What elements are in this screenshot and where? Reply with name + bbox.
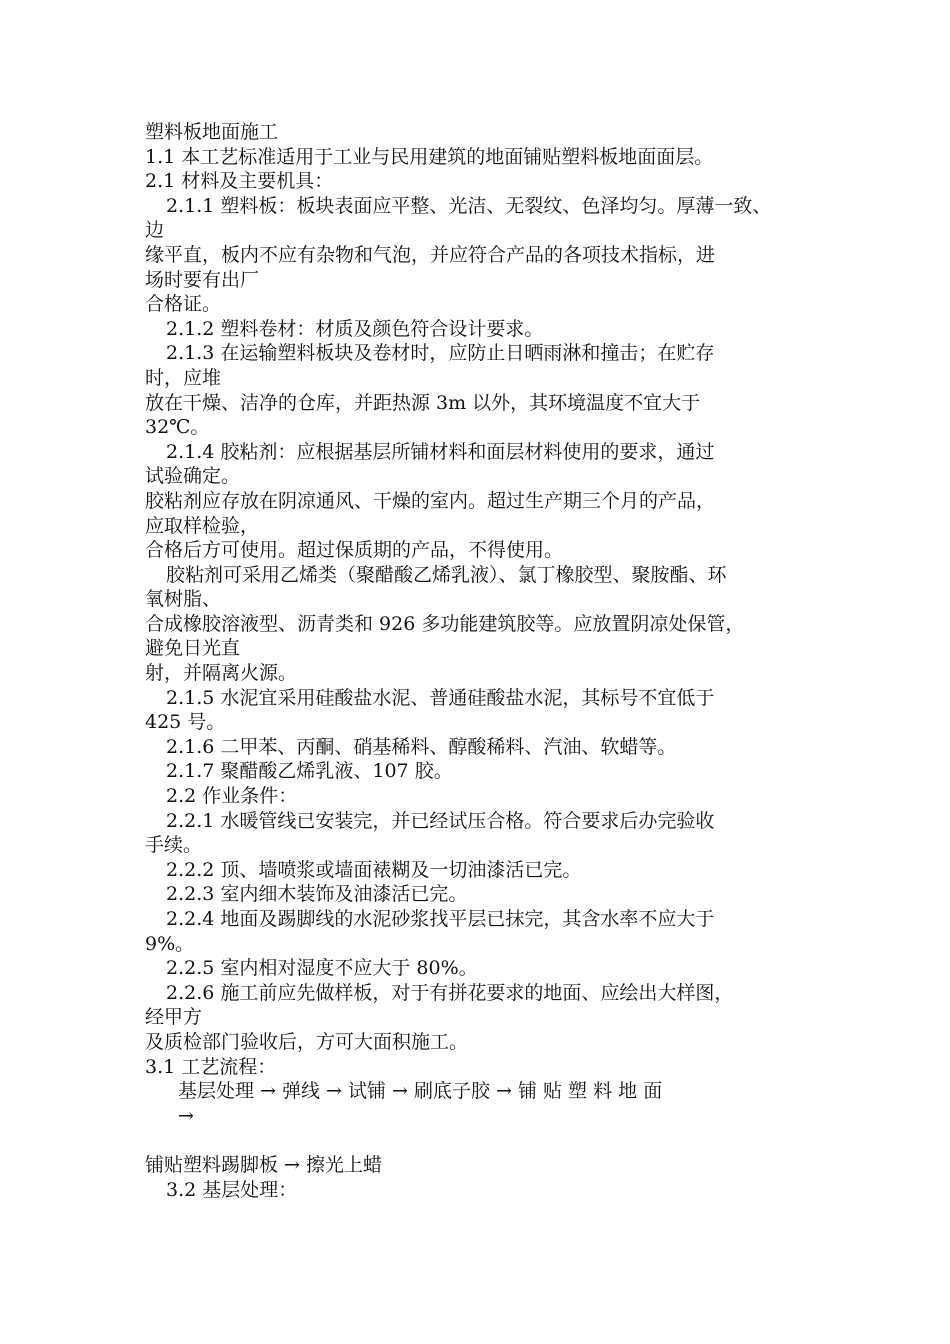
- text-line: 2.2.1 水暖管线已安装完，并已经试压合格。符合要求后办完验收: [166, 809, 715, 832]
- text-line: 2.2.3 室内细木装饰及油漆活已完。: [166, 883, 468, 906]
- text-line: 2.1 材料及主要机具：: [145, 170, 334, 193]
- text-line: 胶粘剂可采用乙烯类（聚醋酸乙烯乳液）、氯丁橡胶型、聚胺酯、环: [166, 563, 727, 586]
- document-page: [145, 120, 835, 1202]
- text-line: 9%。: [145, 932, 195, 955]
- text-line: 及质检部门验收后，方可大面积施工。: [145, 1030, 469, 1053]
- text-line: 氧树脂、: [145, 588, 222, 611]
- text-line: 放在干燥、洁净的仓库，并距热源 3m 以外，其环境温度不宜大于: [145, 391, 701, 414]
- text-line: 应取样检验，: [145, 514, 260, 537]
- process-flow-line-1: 基层处理 → 弹线 → 试铺 → 刷底子胶 → 铺 贴 塑 料 地 面: [178, 1080, 663, 1103]
- text-line: 2.2 作业条件：: [166, 785, 298, 808]
- text-line: 2.1.4 胶粘剂：应根据基层所铺材料和面层材料使用的要求，通过: [166, 440, 715, 463]
- text-line: 2.1.5 水泥宜采用硅酸盐水泥、普通硅酸盐水泥，其标号不宜低于: [166, 686, 715, 709]
- text-line: 3.1 工艺流程：: [145, 1055, 277, 1078]
- process-flow-line-2: 铺贴塑料踢脚板 → 擦光上蜡: [145, 1153, 382, 1176]
- text-line: 2.2.2 顶、墙喷浆或墙面裱糊及一切油漆活已完。: [166, 858, 582, 881]
- text-line: 2.2.5 室内相对湿度不应大于 80%。: [166, 957, 478, 980]
- text-line: 合格证。: [145, 293, 222, 316]
- text-line: 避免日光直: [145, 637, 241, 660]
- text-line: 2.1.6 二甲苯、丙酮、硝基稀料、醇酸稀料、汽油、软蜡等。: [166, 735, 677, 758]
- text-line: 试验确定。: [145, 465, 241, 488]
- text-line: 边: [145, 219, 165, 242]
- text-line: 场时要有出厂: [145, 268, 260, 291]
- text-line: 时，应堆: [145, 366, 222, 389]
- process-flow-arrow: →: [178, 1104, 194, 1127]
- text-line: 2.2.6 施工前应先做样板，对于有拼花要求的地面、应绘出大样图，: [166, 981, 734, 1004]
- text-line: 2.1.1 塑料板：板块表面应平整、光洁、无裂纹、色泽均匀。厚薄一致、: [166, 194, 772, 217]
- blank-line: [145, 1128, 835, 1153]
- text-line: 32℃。: [145, 416, 210, 439]
- text-line: 425 号。: [145, 711, 226, 734]
- text-line: 2.2.4 地面及踢脚线的水泥砂浆找平层已抹完，其含水率不应大于: [166, 908, 715, 930]
- document-title: 塑料板地面施工: [145, 121, 279, 143]
- text-line: 合格后方可使用。超过保质期的产品，不得使用。: [145, 539, 564, 562]
- text-line: 2.1.7 聚醋酸乙烯乳液、107 胶。: [166, 760, 453, 783]
- text-line: 射，并隔离火源。: [145, 662, 298, 685]
- section-heading: 3.2 基层处理：: [166, 1178, 298, 1201]
- text-line: 合成橡胶溶液型、沥青类和 926 多功能建筑胶等。应放置阴凉处保管，: [145, 612, 745, 635]
- text-line: 缘平直，板内不应有杂物和气泡，并应符合产品的各项技术指标，进: [145, 243, 716, 266]
- text-line: 2.1.3 在运输塑料板块及卷材时，应防止日晒雨淋和撞击；在贮存: [166, 342, 715, 365]
- text-line: 手续。: [145, 834, 203, 857]
- text-line: 1.1 本工艺标准适用于工业与民用建筑的地面铺贴塑料板地面面层。: [145, 145, 714, 168]
- text-line: 2.1.2 塑料卷材：材质及颜色符合设计要求。: [166, 317, 544, 340]
- text-line: 经甲方: [145, 1006, 203, 1029]
- text-line: 胶粘剂应存放在阴凉通风、干燥的室内。超过生产期三个月的产品，: [145, 489, 716, 512]
